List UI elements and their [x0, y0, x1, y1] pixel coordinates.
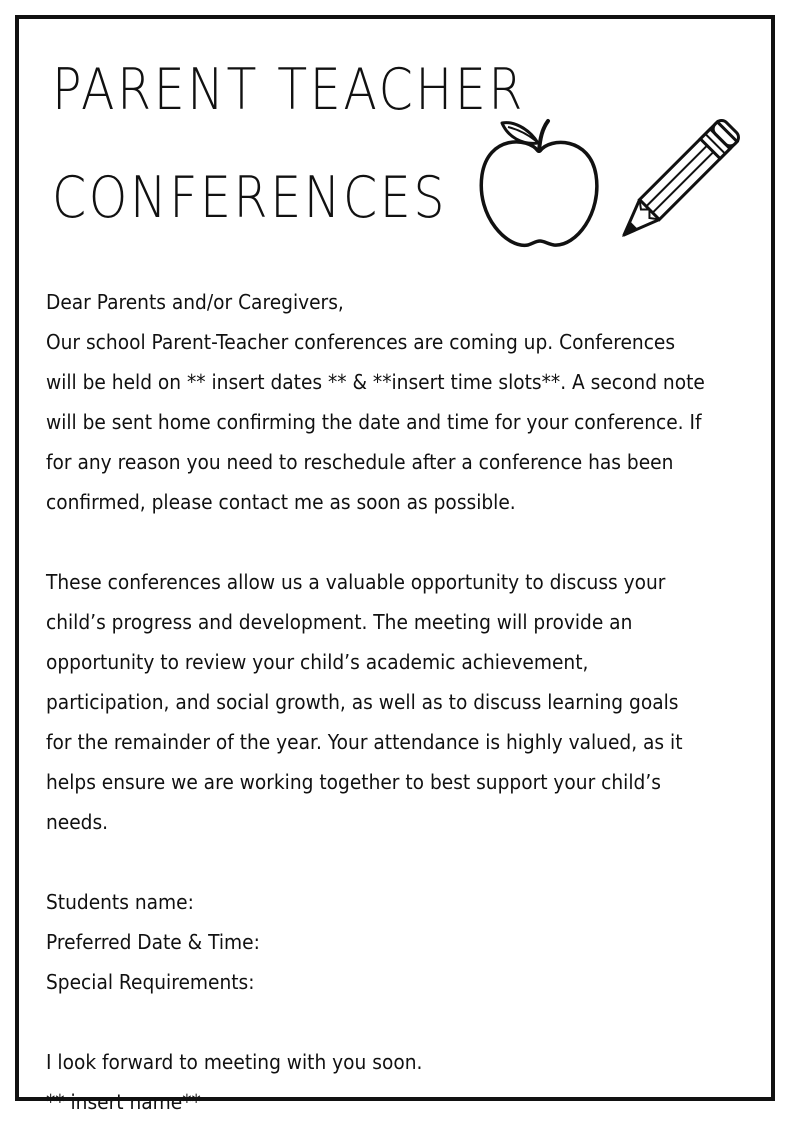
spacer: [46, 842, 708, 882]
letter-body: [46, 282, 708, 1122]
paragraph-conference-purpose: These conferences allow us a valuable opportunity to discuss your child’s progress and development. The meeting will provide an opportunity to review your child’s academic achievement, participation, and social growth, as well as to discuss learning goals for the remainder of the year. Your attendance is highly valued, as it helps ensure we are working together to best support your child’s needs.: [46, 570, 683, 834]
signature-placeholder: ** insert name**: [46, 1090, 201, 1114]
page-title-line-2: CONFERENCES: [52, 165, 448, 231]
greeting: Dear Parents and/or Caregivers,: [46, 290, 344, 314]
special-requirements-label: Special Requirements:: [46, 970, 255, 994]
spacer: [46, 522, 708, 562]
spacer: [46, 1002, 708, 1042]
closing-line: I look forward to meeting with you soon.: [46, 1050, 423, 1074]
apple-icon: [478, 113, 600, 249]
preferred-date-label: Preferred Date & Time:: [46, 930, 260, 954]
student-name-label: Students name:: [46, 890, 194, 914]
paragraph-conference-dates: Our school Parent-Teacher conferences are coming up. Conferences will be held on ** insert dates ** & **insert time slots**. A second note will be sent home confirming the date and time for your conference. If for any reason you need to reschedule after a conference has been confirmed, please contact me as soon as possible.: [46, 330, 705, 514]
page-title-line-1: PARENT TEACHER: [52, 57, 526, 123]
pencil-icon: [610, 115, 750, 250]
